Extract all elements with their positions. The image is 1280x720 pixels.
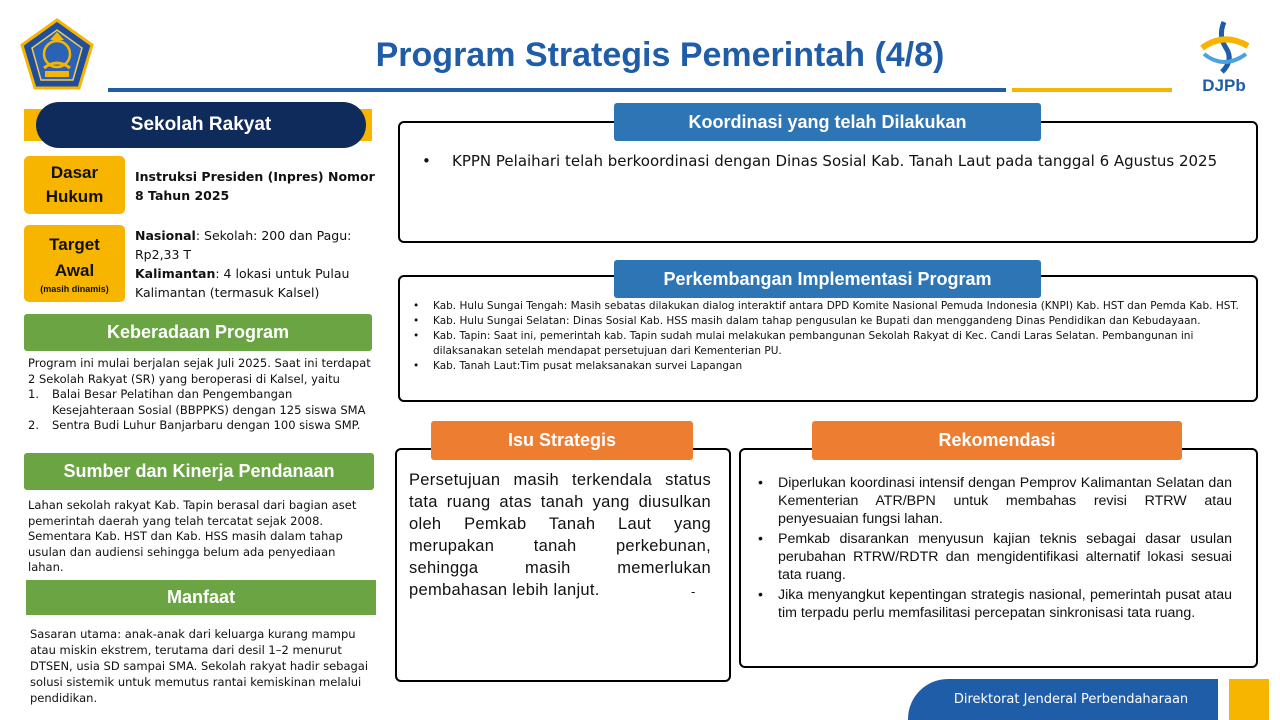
list-item-text: Balai Besar Pelatihan dan Pengembangan Kesejahteraan Sosial (BBPPKS) dengan 125 siswa SMA <box>52 387 366 417</box>
footer-bar <box>908 679 1218 720</box>
dasar-hukum-text: Instruksi Presiden (Inpres) Nomor 8 Tahun 2025 <box>135 169 375 203</box>
target-awal-label-line1: Target <box>49 235 100 254</box>
target-kalimantan-value: : 4 lokasi untuk Pulau Kalimantan (termasuk Kalsel) <box>135 266 350 300</box>
kemenkeu-emblem-icon <box>20 18 94 92</box>
keberadaan-intro: Program ini mulai berjalan sejak Juli 2025. Saat ini terdapat 2 Sekolah Rakyat (SR) yang beroperasi di Kalsel, yaitu <box>28 356 371 386</box>
koordinasi-list <box>422 151 1242 171</box>
keberadaan-header: Keberadaan Program <box>24 314 372 351</box>
rekomendasi-list <box>758 474 1232 624</box>
list-item-text: KPPN Pelaihari telah berkoordinasi dengan Dinas Sosial Kab. Tanah Laut pada tanggal 6 Agustus 2025 <box>452 152 1218 170</box>
footer-accent <box>1229 679 1269 720</box>
dasar-hukum-label-line2: Hukum <box>45 187 104 206</box>
isu-body: Persetujuan masih terkendala status tata ruang atas tanah yang diusulkan oleh Pemkab Tanah Laut yang merupakan tanah perkebunan, sehingga masih memerlukan pembahasan lebih lanjut. <box>409 471 711 599</box>
program-name: Sekolah Rakyat <box>36 102 366 148</box>
bullet: • <box>413 360 420 372</box>
perkembangan-list <box>413 299 1243 374</box>
target-kalimantan <box>135 264 375 302</box>
dasar-hukum-label-line1: Dasar <box>50 163 99 182</box>
bullet: • <box>413 300 420 312</box>
target-awal-text <box>135 226 375 302</box>
list-item <box>413 314 1243 329</box>
bullet: • <box>413 315 420 327</box>
list-item <box>413 299 1243 314</box>
list-item-text: Kab. Tapin: Saat ini, pemerintah kab. Tapin sudah mulai melakukan pembangunan Sekolah Rakyat di Kec. Candi Laras Selatan. Pembangunan ini dilaksanakan setelah mendapat persetujuan dari Kementerian PU. <box>433 330 1194 357</box>
koordinasi-header: Koordinasi yang telah Dilakukan <box>614 103 1041 141</box>
bullet: • <box>413 330 420 342</box>
list-item-number: 1. <box>28 387 39 401</box>
djpb-logo-text: DJPb <box>1202 76 1246 95</box>
target-nasional <box>135 226 375 264</box>
target-kalimantan-label: Kalimantan <box>135 266 216 281</box>
list-item-text: Sentra Budi Luhur Banjarbaru dengan 100 siswa SMP. <box>52 418 361 432</box>
title-underline <box>108 88 1006 92</box>
list-item <box>758 530 1232 584</box>
sumber-body: Lahan sekolah rakyat Kab. Tapin berasal dari bagian aset pemerintah daerah yang telah tercatat sejak 2008. Sementara Kab. HST dan Kab. HSS masih dalam tahap usulan dan audiensi sehingga belum ada penyediaan lahan. <box>28 498 357 574</box>
list-item <box>28 387 373 418</box>
list-item <box>413 359 1243 374</box>
target-nasional-label: Nasional <box>135 228 196 243</box>
list-item <box>413 329 1243 359</box>
manfaat-header: Manfaat <box>26 580 376 615</box>
keberadaan-body <box>28 356 373 434</box>
rekomendasi-header: Rekomendasi <box>812 421 1182 460</box>
list-item-text: Kab. Hulu Sungai Tengah: Masih sebatas dilakukan dialog interaktif antara DPD Komite Nasional Pemuda Indonesia (KNPI) Kab. HST dan Pemda Kab. HST. <box>433 300 1239 312</box>
manfaat-body: Sasaran utama: anak-anak dari keluarga kurang mampu atau miskin ekstrem, terutama dari desil 1–2 menurut DTSEN, usia SD sampai SMA. Sekolah rakyat hadir sebagai solusi sistemik untuk memutus rantai kemiskinan melalui pendidikan. <box>30 627 369 705</box>
keberadaan-list <box>28 387 373 434</box>
list-item <box>28 418 373 434</box>
bullet: • <box>758 475 763 491</box>
list-item-text: Kab. Tanah Laut:Tim pusat melaksanakan survei Lapangan <box>433 360 743 372</box>
bullet: • <box>758 587 763 603</box>
list-item <box>758 474 1232 528</box>
target-awal-label <box>24 225 125 302</box>
list-item-text: Jika menyangkut kepentingan strategis nasional, pemerintah pusat atau tim terpadu perlu memfasilitasi percepatan sinkronisasi tata ruang. <box>778 587 1232 621</box>
isu-header: Isu Strategis <box>431 421 693 460</box>
title-underline-accent <box>1012 88 1172 92</box>
perkembangan-header: Perkembangan Implementasi Program <box>614 260 1041 298</box>
list-item-text: Pemkab disarankan menyusun kajian teknis sebagai dasar usulan perubahan RTRW/RDTR dan mengidentifikasi alternatif lokasi sesuai tata ruang. <box>778 531 1232 583</box>
isu-dash: - <box>691 585 696 599</box>
dasar-hukum-label <box>24 156 125 214</box>
target-nasional-value: : Sekolah: 200 dan Pagu: Rp2,33 T <box>135 228 352 262</box>
list-item <box>758 586 1232 622</box>
target-awal-note: (masih dinamis) <box>40 284 109 294</box>
page-title: Program Strategis Pemerintah (4/8) <box>375 36 945 74</box>
bullet: • <box>758 531 763 547</box>
list-item <box>422 151 1242 171</box>
list-item-text: Diperlukan koordinasi intensif dengan Pemprov Kalimantan Selatan dan Kementerian ATR/BPN untuk membahas revisi RTRW atau penyesuaian fungsi lahan. <box>778 475 1232 527</box>
bullet: • <box>422 152 431 170</box>
list-item-text: Kab. Hulu Sungai Selatan: Dinas Sosial Kab. HSS masih dalam tahap pengusulan ke Bupati dan menggandeng Dinas Pendidikan dan Kebudayaan. <box>433 315 1201 327</box>
sumber-header: Sumber dan Kinerja Pendanaan <box>24 453 374 490</box>
list-item-number: 2. <box>28 418 39 432</box>
footer-text: Direktorat Jenderal Perbendaharaan <box>953 692 1189 707</box>
target-awal-label-line2: Awal <box>54 261 95 280</box>
